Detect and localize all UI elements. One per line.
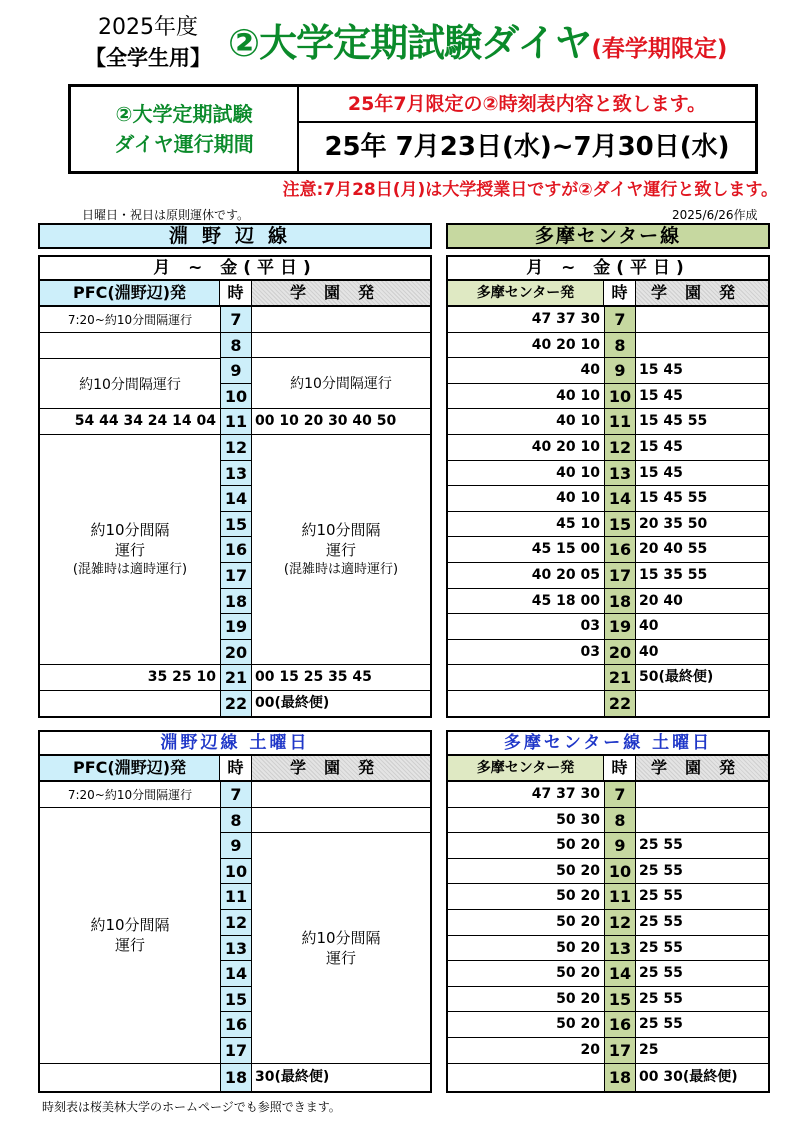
- hour-cell: 13: [220, 936, 252, 962]
- created-date: 2025/6/26作成: [672, 208, 758, 222]
- departure-right: 15 45: [636, 384, 768, 410]
- hour-cell: 16: [220, 1012, 252, 1038]
- hour-cell: 15: [220, 512, 252, 538]
- fw-left-9-10: 約10分間隔運行: [40, 358, 220, 409]
- departure-left: 50 20: [448, 910, 604, 936]
- hour-cell: 19: [220, 614, 252, 640]
- departure-left: 40 10: [448, 409, 604, 435]
- departure-left: 47 37 30: [448, 782, 604, 808]
- hour-cell: 9: [220, 358, 252, 384]
- period-label-line1: ②大学定期試験: [115, 102, 253, 126]
- hour-cell: 19: [604, 614, 636, 640]
- fw-left-mid-2: 運行: [114, 540, 145, 559]
- departure-left: 45 10: [448, 512, 604, 538]
- departure-left: 47 37 30: [448, 307, 604, 333]
- col-campus-tama: 学園発: [636, 281, 768, 307]
- col-hour-tama: 時: [604, 281, 636, 307]
- hour-cell: 9: [604, 358, 636, 384]
- year-label: 2025年度: [98, 15, 198, 40]
- departure-right: 25 55: [636, 859, 768, 885]
- hour-cell: 8: [220, 808, 252, 834]
- hour-cell: 14: [220, 486, 252, 512]
- tama-line-header: 多摩センター線: [446, 223, 770, 249]
- departure-left: 40 10: [448, 486, 604, 512]
- hour-cell: 17: [220, 563, 252, 589]
- col-hour: 時: [220, 281, 252, 307]
- departure-right: [636, 808, 768, 834]
- hour-cell: 16: [604, 1012, 636, 1038]
- hour-cell: 9: [220, 833, 252, 859]
- hour-cell: 22: [220, 691, 252, 716]
- hour-cell: 16: [220, 537, 252, 563]
- fw-left-8-empty: [40, 333, 220, 359]
- attention-note: 注意:7月28日(月)は大学授業日ですが②ダイヤ運行と致します。: [282, 180, 778, 200]
- fs-right-7: [252, 782, 430, 808]
- departure-left: 45 18 00: [448, 589, 604, 615]
- tama-weekday-table: [446, 255, 770, 718]
- fs-right-8: [252, 808, 430, 834]
- hour-cell: 18: [604, 589, 636, 615]
- departure-left: 03: [448, 640, 604, 666]
- hour-cell: 22: [604, 691, 636, 716]
- hour-cell: 10: [604, 859, 636, 885]
- title-sub: (春学期限定): [591, 36, 728, 62]
- hour-cell: 18: [604, 1064, 636, 1091]
- fs-left-mid-1: 約10分間隔: [90, 916, 170, 935]
- departure-right: 15 35 55: [636, 563, 768, 589]
- fuchinobe-line-header: 淵野辺線: [38, 223, 432, 249]
- period-box: [68, 84, 758, 174]
- hour-cell: 16: [604, 537, 636, 563]
- fw-left-7-8: 7:20~約10分間隔運行: [40, 307, 220, 333]
- hour-cell: 10: [220, 384, 252, 410]
- sunday-note: 日曜日・祝日は原則運休です。: [82, 208, 250, 222]
- page-title: [228, 18, 727, 74]
- hour-cell: 11: [604, 884, 636, 910]
- hour-cell: 7: [220, 307, 252, 333]
- hour-cell: 8: [604, 333, 636, 359]
- tama-weekday-title: 月 ~ 金(平日): [448, 257, 768, 281]
- departure-left: [448, 665, 604, 691]
- audience-label: 【全学生用】: [85, 46, 211, 70]
- fs-right-mid-2: 運行: [325, 948, 356, 967]
- departure-left: 50 20: [448, 936, 604, 962]
- fw-left-mid: [40, 435, 220, 665]
- hour-cell: 12: [220, 435, 252, 461]
- departure-right: 25 55: [636, 910, 768, 936]
- departure-left: 50 20: [448, 884, 604, 910]
- hour-cell: 14: [604, 961, 636, 987]
- fw-right-9-10: 約10分間隔運行: [252, 358, 430, 409]
- hour-cell: 13: [604, 461, 636, 487]
- departure-left: 40: [448, 358, 604, 384]
- departure-left: 40 20 05: [448, 563, 604, 589]
- col-campus: 学園発: [252, 281, 430, 307]
- col-hour-tama-sat: 時: [604, 756, 636, 782]
- departure-right: 40: [636, 640, 768, 666]
- hour-cell: 21: [604, 665, 636, 691]
- fw-right-mid: [252, 435, 430, 665]
- departure-right: 25 55: [636, 987, 768, 1013]
- departure-right: 20 40: [636, 589, 768, 615]
- col-pfc-sat: PFC(淵野辺)発: [40, 756, 220, 782]
- hour-cell: 15: [220, 987, 252, 1013]
- departure-right: 25 55: [636, 1012, 768, 1038]
- departure-left: 03: [448, 614, 604, 640]
- departure-left: 50 20: [448, 1012, 604, 1038]
- fw-left-mid-1: 約10分間隔: [90, 520, 170, 539]
- hour-cell: 21: [220, 665, 252, 691]
- period-label: [71, 87, 299, 171]
- footer-note: 時刻表は桜美林大学のホームページでも参照できます。: [42, 1100, 341, 1114]
- departure-right: 15 45 55: [636, 486, 768, 512]
- col-tama: 多摩センター発: [448, 281, 604, 307]
- hour-cell: 18: [220, 1064, 252, 1091]
- departure-left: 40 20 10: [448, 333, 604, 359]
- hour-cell: 7: [604, 782, 636, 808]
- fs-right-mid-1: 約10分間隔: [301, 928, 381, 947]
- fw-right-mid-3: (混雑時は適時運行): [283, 561, 399, 577]
- tama-saturday-title: 多摩センター線 土曜日: [448, 732, 768, 756]
- col-hour-sat: 時: [220, 756, 252, 782]
- departure-left: [448, 1064, 604, 1091]
- col-pfc: PFC(淵野辺)発: [40, 281, 220, 307]
- title-main: ②大学定期試験ダイヤ: [228, 21, 592, 65]
- hour-cell: 12: [220, 910, 252, 936]
- weekday-title: 月 ~ 金(平日): [40, 257, 430, 281]
- fw-right-mid-1: 約10分間隔: [301, 520, 381, 539]
- departure-right: 15 45: [636, 435, 768, 461]
- hour-cell: 11: [220, 409, 252, 435]
- hour-cell: 20: [604, 640, 636, 666]
- fs-left-mid: [40, 808, 220, 1064]
- hour-cell: 8: [604, 808, 636, 834]
- period-dates: 25年 7月23日(水)~7月30日(水): [324, 132, 730, 162]
- fw-left-mid-3: (混雑時は適時運行): [72, 561, 188, 577]
- fw-left-22: [40, 691, 220, 716]
- departure-right: 15 45 55: [636, 409, 768, 435]
- hour-cell: 10: [604, 384, 636, 410]
- departure-right: 15 45: [636, 358, 768, 384]
- hour-cell: 10: [220, 859, 252, 885]
- fw-right-7: [252, 307, 430, 333]
- fw-right-mid-2: 運行: [325, 540, 356, 559]
- departure-left: 50 20: [448, 859, 604, 885]
- fuchinobe-weekday-table: [38, 255, 432, 718]
- departure-right: 20 35 50: [636, 512, 768, 538]
- hour-cell: 9: [604, 833, 636, 859]
- fw-right-21: 00 15 25 35 45: [252, 665, 430, 691]
- departure-right: 25 55: [636, 961, 768, 987]
- departure-left: 45 15 00: [448, 537, 604, 563]
- hour-cell: 20: [220, 640, 252, 666]
- departure-right: 25 55: [636, 884, 768, 910]
- hour-cell: 18: [220, 589, 252, 615]
- hour-cell: 15: [604, 987, 636, 1013]
- departure-right: 00 30(最終便): [639, 1068, 738, 1085]
- fw-left-21: 35 25 10: [40, 665, 220, 691]
- departure-left: 40 20 10: [448, 435, 604, 461]
- departure-right: 25 55: [636, 833, 768, 859]
- fw-right-11: 00 10 20 30 40 50: [252, 409, 430, 435]
- departure-right: [636, 333, 768, 359]
- hour-cell: 13: [220, 461, 252, 487]
- tama-saturday-table: [446, 730, 770, 1093]
- departure-left: 50 30: [448, 808, 604, 834]
- hour-cell: 11: [604, 409, 636, 435]
- hour-cell: 17: [220, 1038, 252, 1064]
- hour-cell: 14: [220, 961, 252, 987]
- fuchinobe-saturday-table: [38, 730, 432, 1093]
- col-campus-tama-sat: 学園発: [636, 756, 768, 782]
- fs-right-mid: [252, 833, 430, 1063]
- hour-cell: 15: [604, 512, 636, 538]
- col-campus-sat: 学園発: [252, 756, 430, 782]
- departure-right: 40: [636, 614, 768, 640]
- period-notice: 25年7月限定の②時刻表内容と致します。: [299, 87, 755, 123]
- period-label-line2: ダイヤ運行期間: [114, 132, 254, 156]
- fw-left-11: 54 44 34 24 14 04: [40, 409, 220, 435]
- departure-left: [448, 691, 604, 716]
- hour-cell: 13: [604, 936, 636, 962]
- hour-cell: 8: [220, 333, 252, 359]
- fuchinobe-saturday-title: 淵野辺線 土曜日: [40, 732, 430, 756]
- fs-left-mid-2: 運行: [114, 936, 145, 955]
- departure-left: 50 20: [448, 833, 604, 859]
- departure-right: 20 40 55: [636, 537, 768, 563]
- col-tama-sat: 多摩センター発: [448, 756, 604, 782]
- departure-right: [636, 782, 768, 808]
- hour-cell: 7: [604, 307, 636, 333]
- fs-left-18: [40, 1064, 220, 1091]
- hour-cell: 7: [220, 782, 252, 808]
- departure-left: 50 20: [448, 961, 604, 987]
- hour-cell: 17: [604, 563, 636, 589]
- departure-right: [636, 307, 768, 333]
- departure-right: [636, 691, 768, 716]
- departure-right: 50(最終便): [636, 665, 768, 691]
- departure-left: 50 20: [448, 987, 604, 1013]
- hour-cell: 17: [604, 1038, 636, 1064]
- hour-cell: 11: [220, 884, 252, 910]
- fw-right-8: [252, 333, 430, 359]
- departure-right: 25: [636, 1038, 768, 1064]
- departure-left: 20: [448, 1038, 604, 1064]
- departure-right: 15 45: [636, 461, 768, 487]
- departure-left: 40 10: [448, 384, 604, 410]
- hour-cell: 12: [604, 435, 636, 461]
- hour-cell: 12: [604, 910, 636, 936]
- fs-right-18: 30(最終便): [255, 1068, 330, 1085]
- departure-right: 25 55: [636, 936, 768, 962]
- departure-left: 40 10: [448, 461, 604, 487]
- hour-cell: 14: [604, 486, 636, 512]
- fw-right-22: 00(最終便): [255, 695, 330, 711]
- fs-left-7-8: 7:20~約10分間隔運行: [40, 782, 220, 808]
